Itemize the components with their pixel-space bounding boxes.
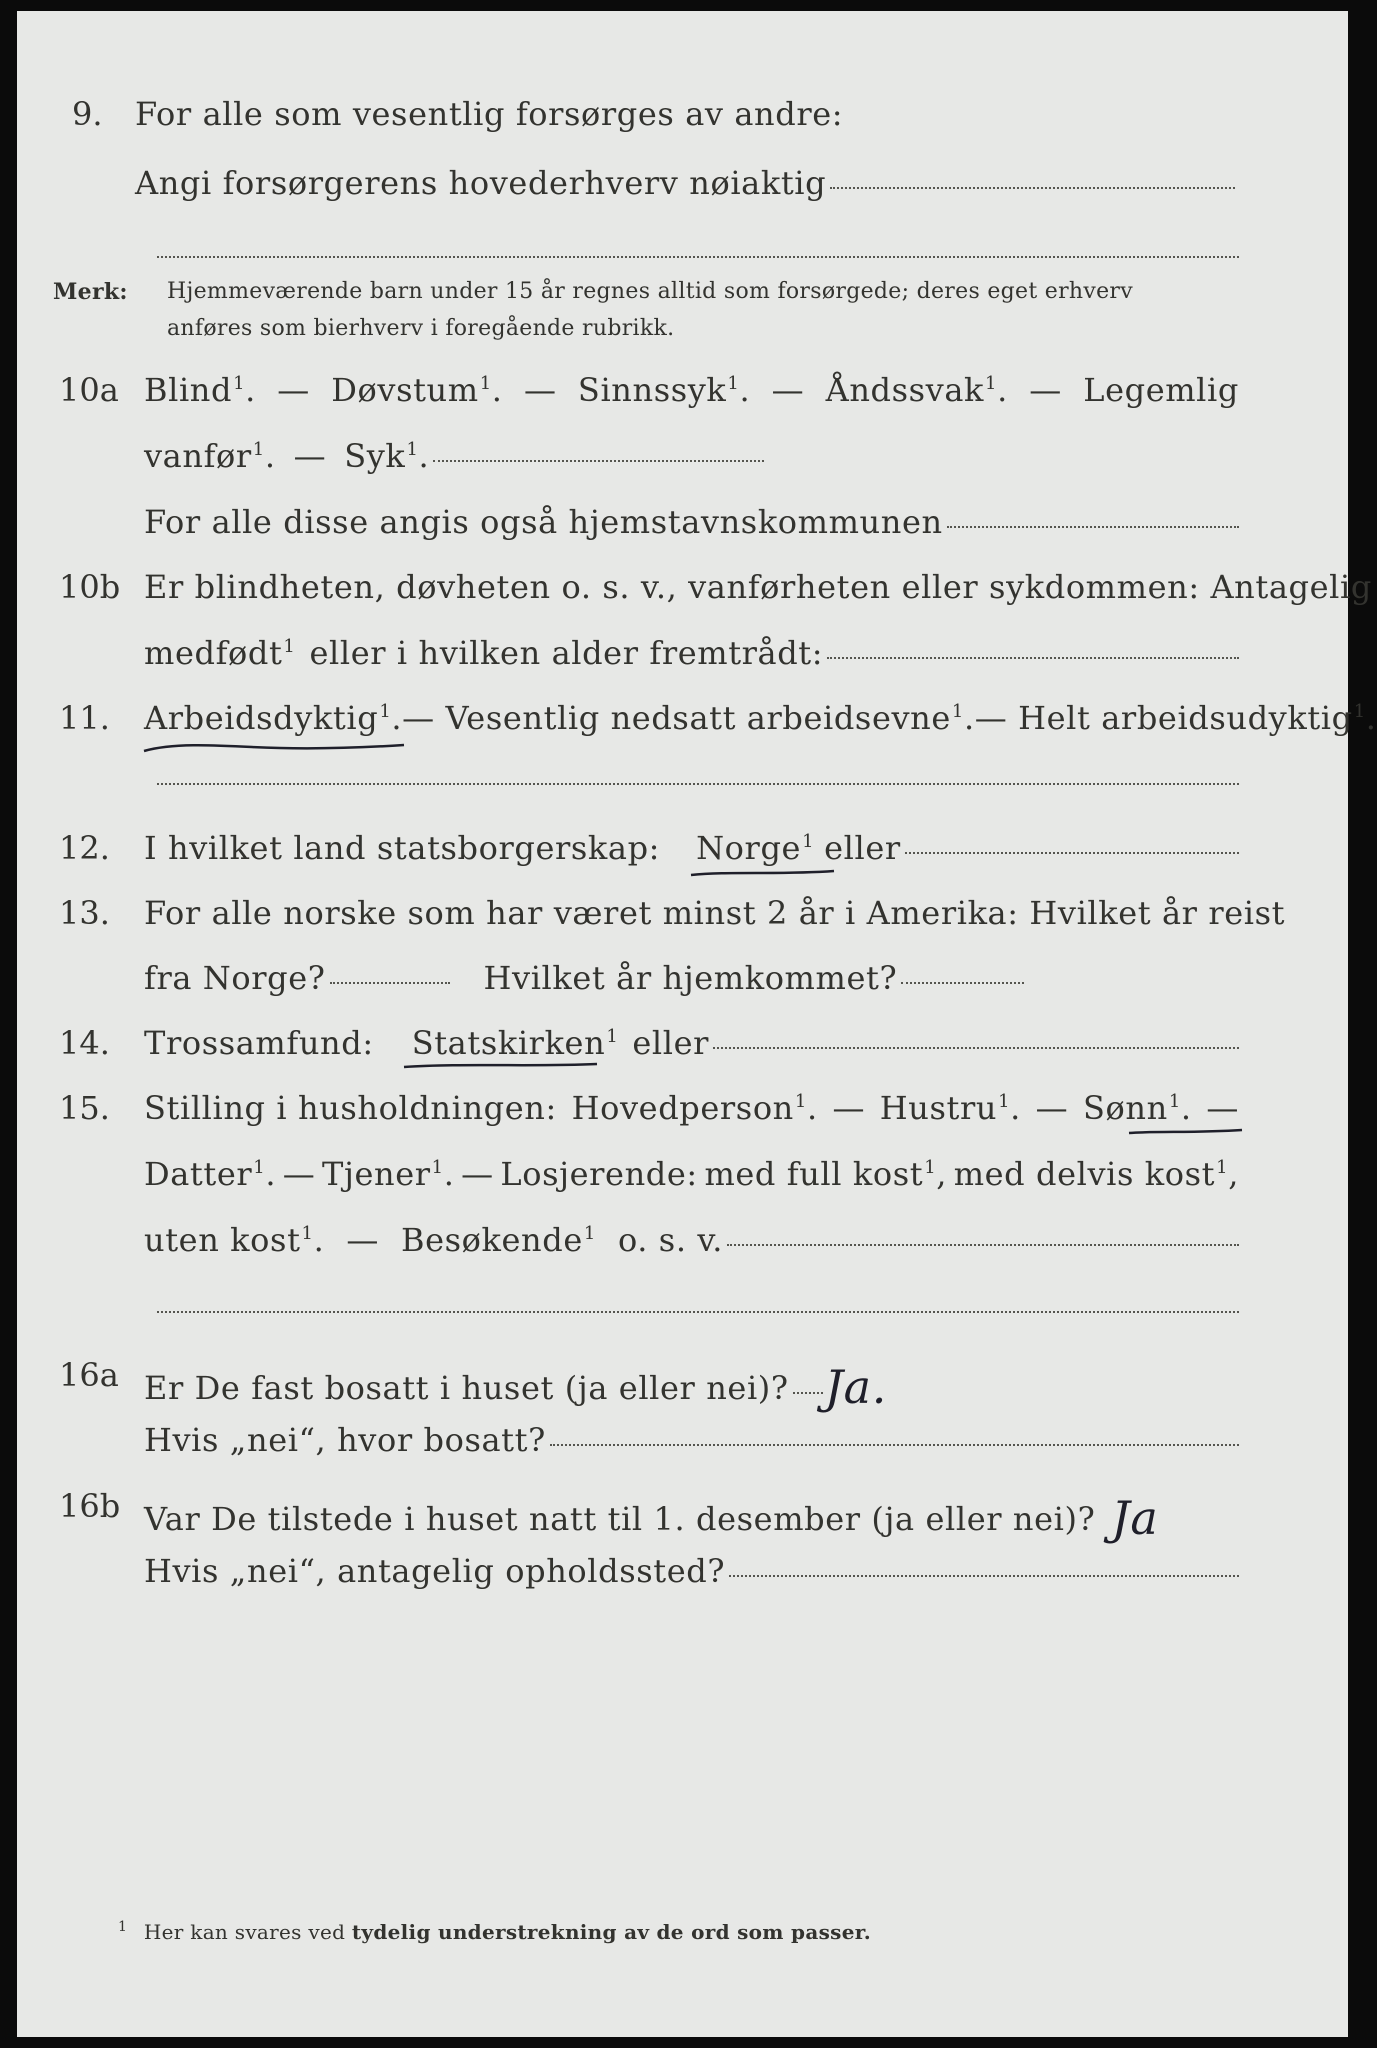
merk-line2: anføres som bierhverv i foregående rubrikk. <box>167 316 675 341</box>
q11-answer-line[interactable] <box>157 783 1239 785</box>
q14-statskirken: Statskirken$^1$ <box>411 1024 619 1062</box>
handwritten-underline-norge <box>689 863 839 885</box>
q15-uten: uten kost$^1$. <box>144 1221 325 1259</box>
question-10b-line1 <box>144 568 1372 606</box>
q15-delvis: med delvis kost$^1$, <box>953 1155 1239 1193</box>
q16a-bosatt-line[interactable] <box>550 1444 1239 1446</box>
handwritten-underline-sonn <box>1127 1123 1247 1143</box>
question-10a-line1 <box>144 371 1239 409</box>
dash: — <box>293 437 327 475</box>
q15-fullkost: med full kost$^1$, <box>704 1155 948 1193</box>
q13-text-1: For alle norske som har været minst 2 år i Amerika: Hvilket år reist <box>144 894 1286 932</box>
dash: — <box>346 1221 379 1259</box>
question-number-13: 13. <box>59 894 110 932</box>
q10b-medfodt: medfødt$^1$ <box>144 634 296 672</box>
question-number-15: 15. <box>59 1089 110 1127</box>
merk-line1: Hjemmeværende barn under 15 år regnes alltid som forsørgede; deres eget erhverv <box>167 279 1133 304</box>
dash: — <box>1035 1089 1069 1127</box>
question-number-16a: 16a <box>59 1356 119 1394</box>
question-11-line1 <box>144 699 1377 737</box>
q10b-text-2: eller i hvilken alder fremtrådt: <box>309 634 824 672</box>
q9-text-2: Angi forsørgerens hovederhverv nøiaktig <box>135 164 827 202</box>
q15-datter: Datter$^1$. <box>144 1155 277 1193</box>
q13-fra-norge: fra Norge? <box>144 959 326 997</box>
question-14-line1 <box>144 1024 1239 1062</box>
footnote <box>117 1919 871 1944</box>
q16a-handwritten-answer: Ja. <box>824 1360 887 1414</box>
q10a-dovstum: Døvstum$^1$. <box>331 371 503 409</box>
q10b-text-1: Er blindheten, døvheten o. s. v., vanførheten eller sykdommen: Antagelig <box>144 568 1372 606</box>
q13-hjemkommet-line[interactable] <box>901 982 1024 984</box>
q15-sonn: Sønn$^1$. <box>1083 1089 1192 1127</box>
question-15-line2 <box>144 1155 1239 1193</box>
merk-label: Merk: <box>53 279 128 305</box>
question-16a-line1 <box>144 1356 964 1414</box>
census-form-page <box>17 11 1377 2037</box>
q16b-hvis: Hvis „nei“, antagelig opholdssted? <box>144 1552 726 1590</box>
footnote-text-plain: Her kan svares ved <box>143 1920 346 1944</box>
q16b-opholdssted-line[interactable] <box>729 1575 1239 1577</box>
q15-stilling: Stilling i husholdningen: <box>144 1089 557 1127</box>
dash: — <box>461 1155 494 1193</box>
question-16a-line2 <box>144 1421 1239 1459</box>
q14-answer-line[interactable] <box>713 1047 1239 1049</box>
q15-besokende: Besøkende$^1$ <box>400 1221 596 1259</box>
q15-answer-line[interactable] <box>727 1244 1239 1246</box>
footnote-text-bold: tydelig understrekning av de ord som passer. <box>351 1920 871 1944</box>
question-16b-line2 <box>144 1552 1239 1590</box>
dash: — <box>1029 371 1062 409</box>
question-10a-line2 <box>144 437 764 475</box>
q10a-hjemstavn-line[interactable] <box>947 526 1239 528</box>
question-number-12: 12. <box>59 829 110 867</box>
q11-arbeidsdyktig: Arbeidsdyktig$^1$. <box>144 699 403 737</box>
question-9-line1 <box>135 95 844 133</box>
question-number-14: 14. <box>59 1024 110 1062</box>
dash: — <box>523 371 557 409</box>
question-10b-line2 <box>144 634 1239 672</box>
q10a-hjemstavn: For alle disse angis også hjemstavnskommunen <box>144 503 943 541</box>
dash: — <box>832 1089 866 1127</box>
q16b-question: Var De tilstede i huset natt til 1. desember (ja eller nei)? <box>144 1500 1096 1538</box>
question-number-9: 9. <box>72 95 103 133</box>
q10a-legemlig: Legemlig <box>1083 371 1239 409</box>
q10a-andssvak: Åndssvak$^1$. <box>825 371 1008 409</box>
q9-answer-line[interactable] <box>830 187 1235 189</box>
question-9-line2 <box>135 164 1235 202</box>
dash: — <box>277 371 310 409</box>
question-15-line3 <box>144 1221 1239 1259</box>
q15-hovedperson: Hovedperson$^1$. <box>571 1089 818 1127</box>
dash: — <box>1206 1089 1239 1127</box>
q15-osv: o. s. v. <box>617 1221 724 1259</box>
q13-reist-line[interactable] <box>330 982 450 984</box>
handwritten-underline-statskirken <box>402 1057 602 1077</box>
q15-answer-line-2[interactable] <box>157 1311 1239 1313</box>
question-15-line1 <box>144 1089 1239 1127</box>
q12-norge: Norge$^1$ <box>696 829 815 867</box>
question-number-10a: 10a <box>59 371 119 409</box>
question-number-10b: 10b <box>59 568 121 606</box>
q14-eller: eller <box>632 1024 710 1062</box>
q9-text-1: For alle som vesentlig forsørges av andre: <box>135 95 844 133</box>
q9-answer-line-2[interactable] <box>157 256 1239 258</box>
q10a-syk: Syk$^1$. <box>344 437 430 475</box>
question-number-16b: 16b <box>59 1487 121 1525</box>
q12-eller: eller <box>824 829 901 867</box>
q15-hustru: Hustru$^1$. <box>879 1089 1021 1127</box>
q16b-handwritten-answer: Ja <box>1111 1491 1159 1545</box>
handwritten-underline-arbeidsdyktig <box>142 733 412 763</box>
q10a-answer-line[interactable] <box>433 460 764 462</box>
q15-losjerende: Losjerende: <box>500 1155 698 1193</box>
question-12-line1 <box>144 829 1239 867</box>
q13-hjemkommet: Hvilket år hjemkommet? <box>483 959 898 997</box>
question-10a-line3 <box>144 503 1239 541</box>
question-number-11: 11. <box>59 699 110 737</box>
question-13-line1 <box>144 894 1286 932</box>
question-16b-line1 <box>144 1487 1244 1545</box>
footnote-mark: 1 <box>118 1919 128 1935</box>
q16a-answer-line[interactable] <box>793 1392 823 1394</box>
q15-tjener: Tjener$^1$. <box>322 1155 455 1193</box>
q10b-answer-line[interactable] <box>827 657 1239 659</box>
q12-answer-line[interactable] <box>905 852 1239 854</box>
dash: — <box>771 371 805 409</box>
dash: — <box>282 1155 316 1193</box>
q10a-blind: Blind$^1$. <box>144 371 256 409</box>
q14-label: Trossamfund: <box>144 1024 374 1062</box>
question-13-line2 <box>144 959 1024 997</box>
q11-udyktig: — Helt arbeidsudyktig$^1$. <box>974 699 1377 737</box>
q16a-question: Er De fast bosatt i huset (ja eller nei)? <box>144 1369 789 1407</box>
q12-text: I hvilket land statsborgerskap: <box>144 829 661 867</box>
q10a-sinnssyk: Sinnssyk$^1$. <box>577 371 751 409</box>
q16a-hvis: Hvis „nei“, hvor bosatt? <box>144 1421 546 1459</box>
q10a-vanfor: vanfør$^1$. <box>144 437 276 475</box>
q11-nedsatt: — Vesentlig nedsatt arbeidsevne$^1$. <box>402 699 975 737</box>
